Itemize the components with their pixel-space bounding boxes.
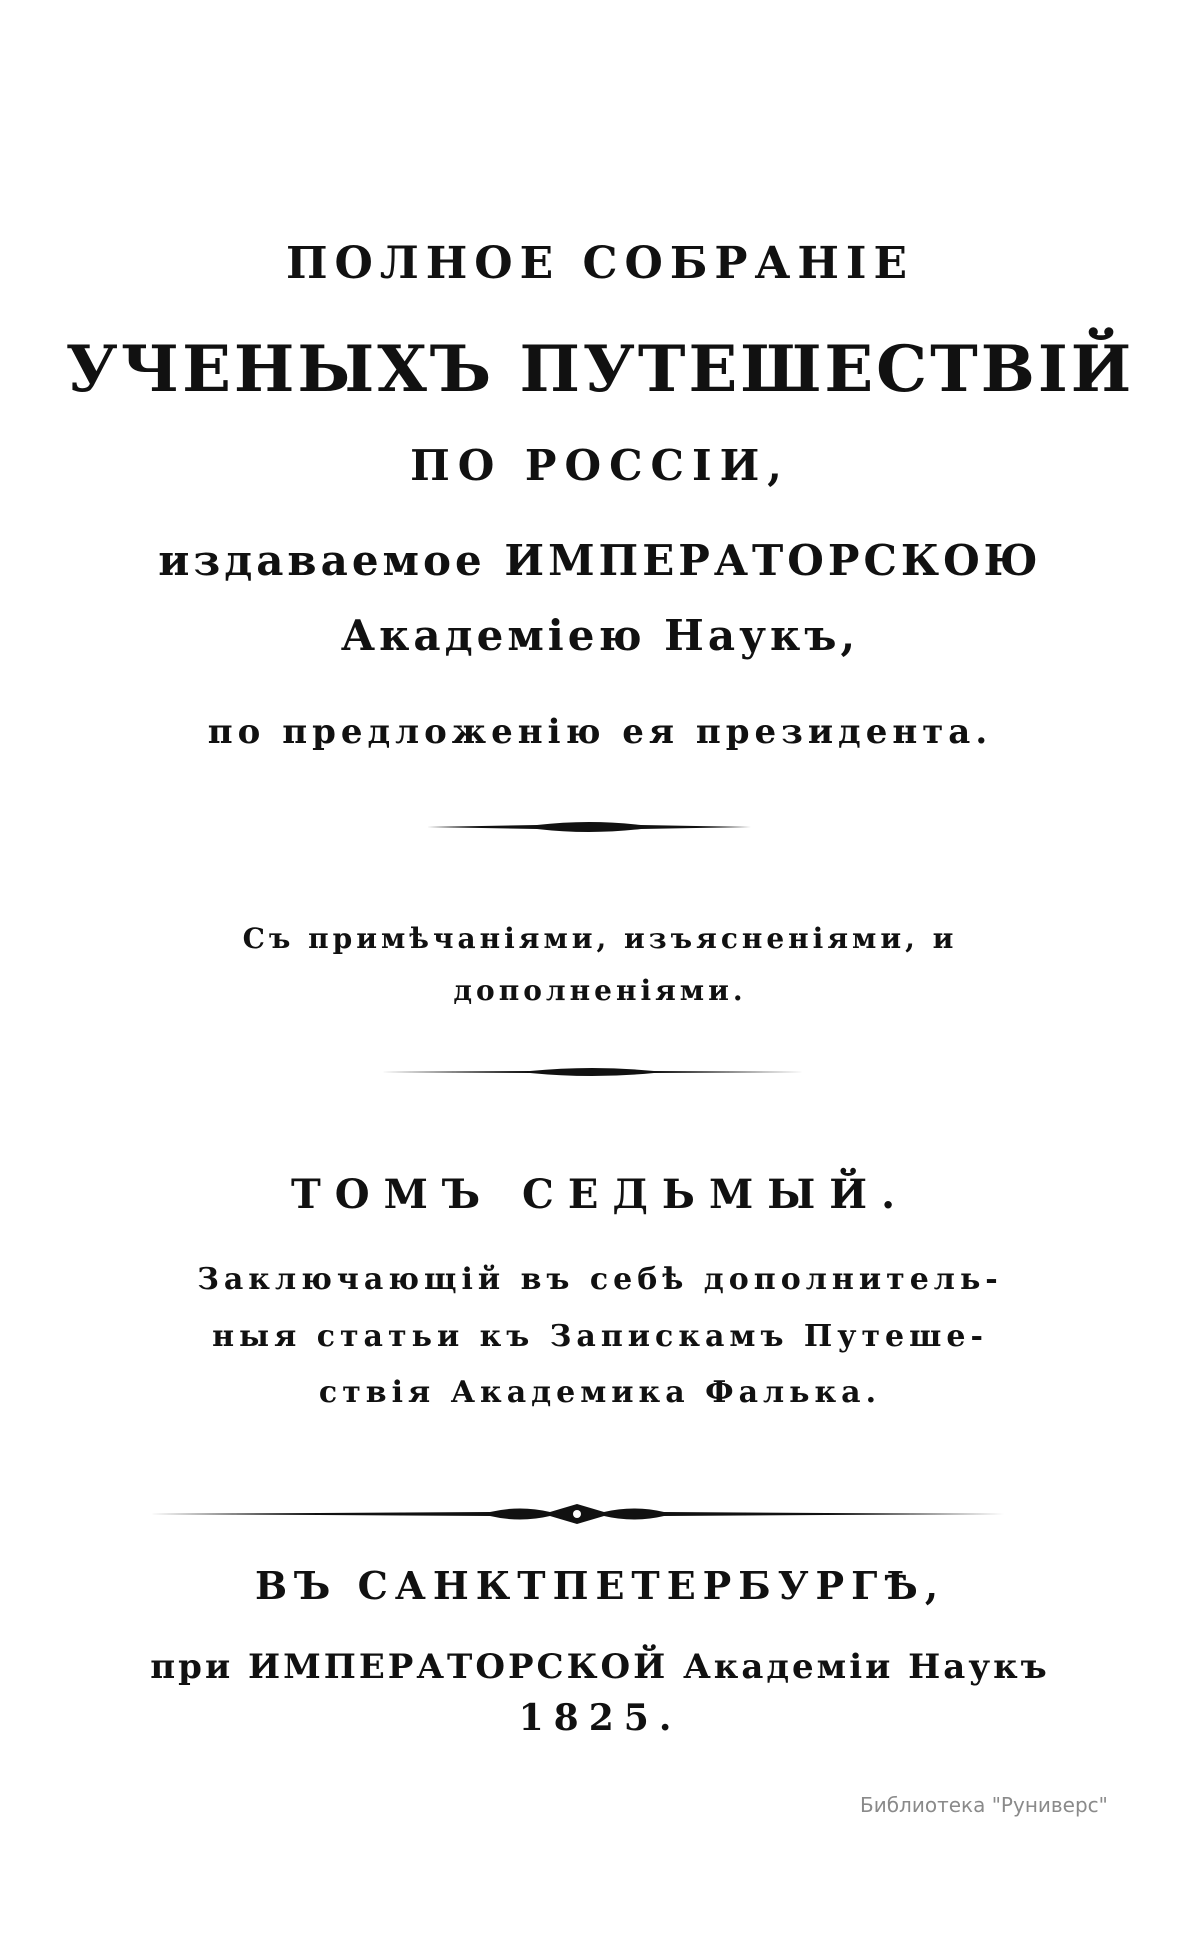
title-line-2: УЧЕНЫХЪ ПУТЕШЕСТВІЙ <box>65 332 1135 407</box>
notes-line-2: дополненіями. <box>453 974 747 1007</box>
publisher-line-3: по предложенію ея президента. <box>207 712 993 752</box>
publisher-line-1: издаваемое ИМПЕРАТОРСКОЮ <box>158 536 1042 585</box>
ornamental-rule-1 <box>427 815 751 839</box>
publisher-line-2: Академіею Наукъ, <box>340 611 860 660</box>
volume-contents-line-2: ныя статьи къ Запискамъ Путеше- <box>212 1319 988 1354</box>
imprint-place: ВЪ САНКТПЕТЕРБУРГѢ, <box>254 1563 946 1608</box>
imprint-publisher: при ИМПЕРАТОРСКОЙ Академіи Наукъ <box>150 1647 1050 1687</box>
volume-title: ТОМЪ СЕДЬМЫЙ. <box>290 1171 910 1218</box>
imprint-year: 1825. <box>518 1697 682 1739</box>
library-watermark: Библиотека "Руниверс" <box>860 1793 1108 1817</box>
title-line-1: ПОЛНОЕ СОБРАНІЕ <box>285 238 915 289</box>
notes-line-1: Съ примѣчаніями, изъясненіями, и <box>242 922 958 955</box>
ornamental-rule-2 <box>380 1062 804 1082</box>
volume-contents-line-3: ствія Академика Фалька. <box>318 1375 882 1410</box>
volume-contents-line-1: Заключающій въ себѣ дополнитель- <box>197 1262 1003 1297</box>
title-line-3: ПО РОССІИ, <box>410 441 790 490</box>
ornamental-rule-3 <box>150 1500 1004 1528</box>
